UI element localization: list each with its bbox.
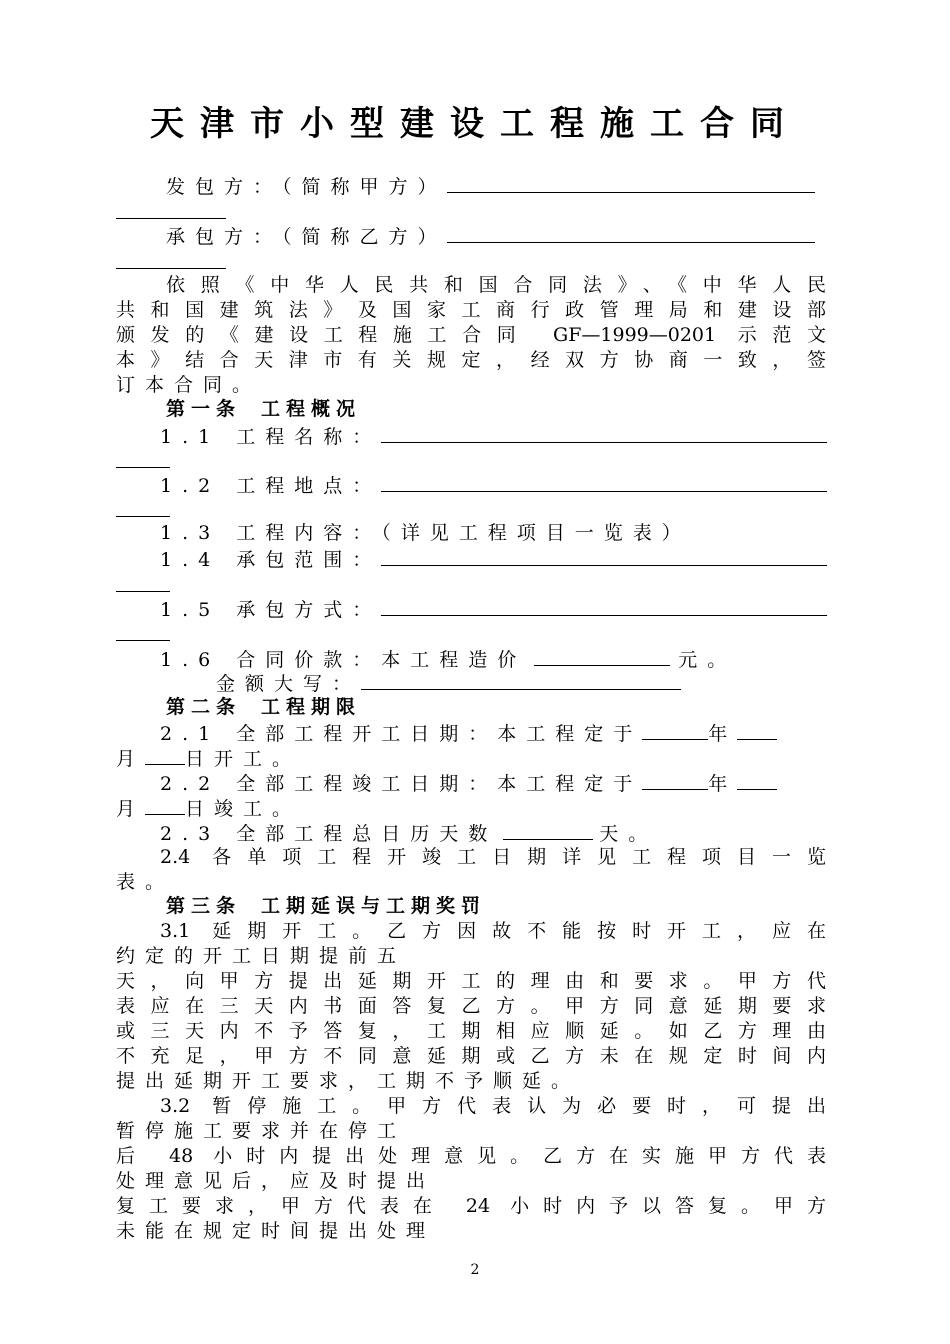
item-2-2-cont — [116, 794, 826, 820]
item-1-6-unit: 元。 — [678, 649, 737, 671]
item-3-1-line-7: 提出延期开工要求，工期不予顺延。 — [116, 1070, 581, 1092]
article-2-heading — [166, 694, 876, 720]
item-3-1-line-2: 约定的开工日期提前五 — [116, 945, 407, 967]
intro-line-5: 订本合同。 — [116, 374, 262, 396]
end-year-blank — [642, 769, 708, 790]
item-3-2-line-2: 暂停施工要求并在停工 — [116, 1120, 407, 1142]
item-1-3: 1.3 工程内容：（详见工程项目一览表） — [160, 522, 691, 544]
item-1-5-label: 1.5 承包方式： — [160, 599, 382, 621]
contract-scope-blank — [381, 545, 827, 566]
article-1-number: 第一条 — [166, 398, 242, 420]
party-a-label: 发包方：（简称甲方） — [166, 176, 447, 198]
start-day-unit: 日开工。 — [185, 748, 302, 770]
item-1-4 — [160, 545, 836, 571]
end-month-blank — [737, 769, 777, 790]
intro-line-4: 本》结合天津市有关规定，经双方协商一致，签 — [116, 349, 826, 371]
project-location-blank — [381, 471, 827, 492]
item-3-2-line-5: 复工要求，甲方代表在 24 小时内予以答复。甲方 — [116, 1195, 826, 1217]
item-2-1-label: 2.1 全部工程开工日期：本工程定于 — [160, 723, 643, 745]
start-day-blank — [145, 744, 185, 765]
item-2-1 — [160, 719, 836, 745]
contract-price-blank — [534, 645, 670, 666]
item-2-2-label: 2.2 全部工程竣工日期：本工程定于 — [160, 773, 643, 795]
party-a-line — [166, 172, 836, 198]
article-2-number: 第二条 — [166, 696, 242, 718]
amount-in-words-label: 金额大写： — [216, 673, 362, 695]
article-3-heading — [166, 893, 876, 919]
amount-in-words — [216, 669, 926, 695]
item-1-2-label: 1.2 工程地点： — [160, 475, 382, 497]
project-name-blank — [381, 422, 827, 443]
article-3-title: 工期延误与工期奖罚 — [261, 895, 487, 917]
party-b-line — [166, 222, 836, 248]
item-2-4-cont: 表。 — [116, 871, 175, 893]
item-2-3-unit: 天。 — [599, 823, 658, 845]
item-3-1-line-3: 天，向甲方提出延期开工的理由和要求。甲方代 — [116, 970, 826, 992]
article-2-title: 工程期限 — [261, 696, 362, 718]
item-1-6 — [160, 645, 870, 671]
start-year-unit: 年 — [708, 723, 738, 745]
total-days-blank — [503, 819, 593, 840]
item-1-5 — [160, 595, 836, 621]
party-a-blank-continued — [116, 218, 226, 219]
intro-line-1: 依照《中华人民共和国合同法》、《中华人民 — [166, 274, 826, 296]
item-2-4: 2.4 各单项工程开竣工日期详见工程项目一览 — [160, 846, 826, 868]
item-1-1 — [160, 422, 836, 448]
start-year-blank — [642, 719, 708, 740]
project-name-blank-continued — [116, 467, 170, 468]
item-2-3-label: 2.3 全部工程总日历天数 — [160, 823, 498, 845]
article-3-number: 第三条 — [166, 895, 242, 917]
end-day-blank — [145, 794, 185, 815]
start-month-unit: 月 — [116, 748, 146, 770]
article-1-title: 工程概况 — [261, 398, 362, 420]
end-month-unit: 月 — [116, 798, 146, 820]
intro-line-2: 共和国建筑法》及国家工商行政管理局和建设部 — [116, 299, 826, 321]
item-2-3 — [160, 819, 870, 845]
party-b-blank-continued — [116, 268, 226, 269]
end-year-unit: 年 — [708, 773, 738, 795]
item-1-2 — [160, 471, 836, 497]
party-b-label: 承包方：（简称乙方） — [166, 226, 447, 248]
start-month-blank — [737, 719, 777, 740]
item-3-1-line-6: 不充足，甲方不同意延期或乙方未在规定时间内 — [116, 1045, 826, 1067]
item-3-2-line-1: 3.2 暂停施工。甲方代表认为必要时，可提出 — [160, 1095, 826, 1117]
item-3-2-line-6: 未能在规定时间提出处理 — [116, 1220, 436, 1242]
contract-method-blank-continued — [116, 640, 170, 641]
item-1-6-label: 1.6 合同价款：本工程造价 — [160, 649, 527, 671]
item-3-1-line-1: 3.1 延期开工。乙方因故不能按时开工，应在 — [160, 920, 826, 942]
item-1-1-label: 1.1 工程名称： — [160, 426, 382, 448]
end-day-unit: 日竣工。 — [185, 798, 302, 820]
item-3-1-line-4: 表应在三天内书面答复乙方。甲方同意延期要求 — [116, 995, 826, 1017]
item-3-2-line-3: 后 48 小时内提出处理意见。乙方在实施甲方代表 — [116, 1145, 826, 1167]
article-1-heading — [166, 396, 876, 422]
item-2-1-cont — [116, 744, 826, 770]
project-location-blank-continued — [116, 516, 170, 517]
item-1-4-label: 1.4 承包范围： — [160, 549, 382, 571]
item-3-1-line-5: 或三天内不予答复，工期相应顺延。如乙方理由 — [116, 1020, 826, 1042]
item-2-2 — [160, 769, 836, 795]
party-a-blank — [447, 172, 815, 193]
amount-in-words-blank — [361, 669, 681, 690]
contract-method-blank — [381, 595, 827, 616]
party-b-blank — [447, 222, 815, 243]
item-3-2-line-4: 处理意见后，应及时提出 — [116, 1170, 436, 1192]
intro-line-3: 颁发的《建设工程施工合同 GF—1999—0201 示范文 — [116, 324, 826, 346]
document-title: 天津市小型建设工程施工合同 — [150, 104, 800, 144]
page-number: 2 — [470, 1262, 480, 1278]
contract-scope-blank-continued — [116, 591, 170, 592]
